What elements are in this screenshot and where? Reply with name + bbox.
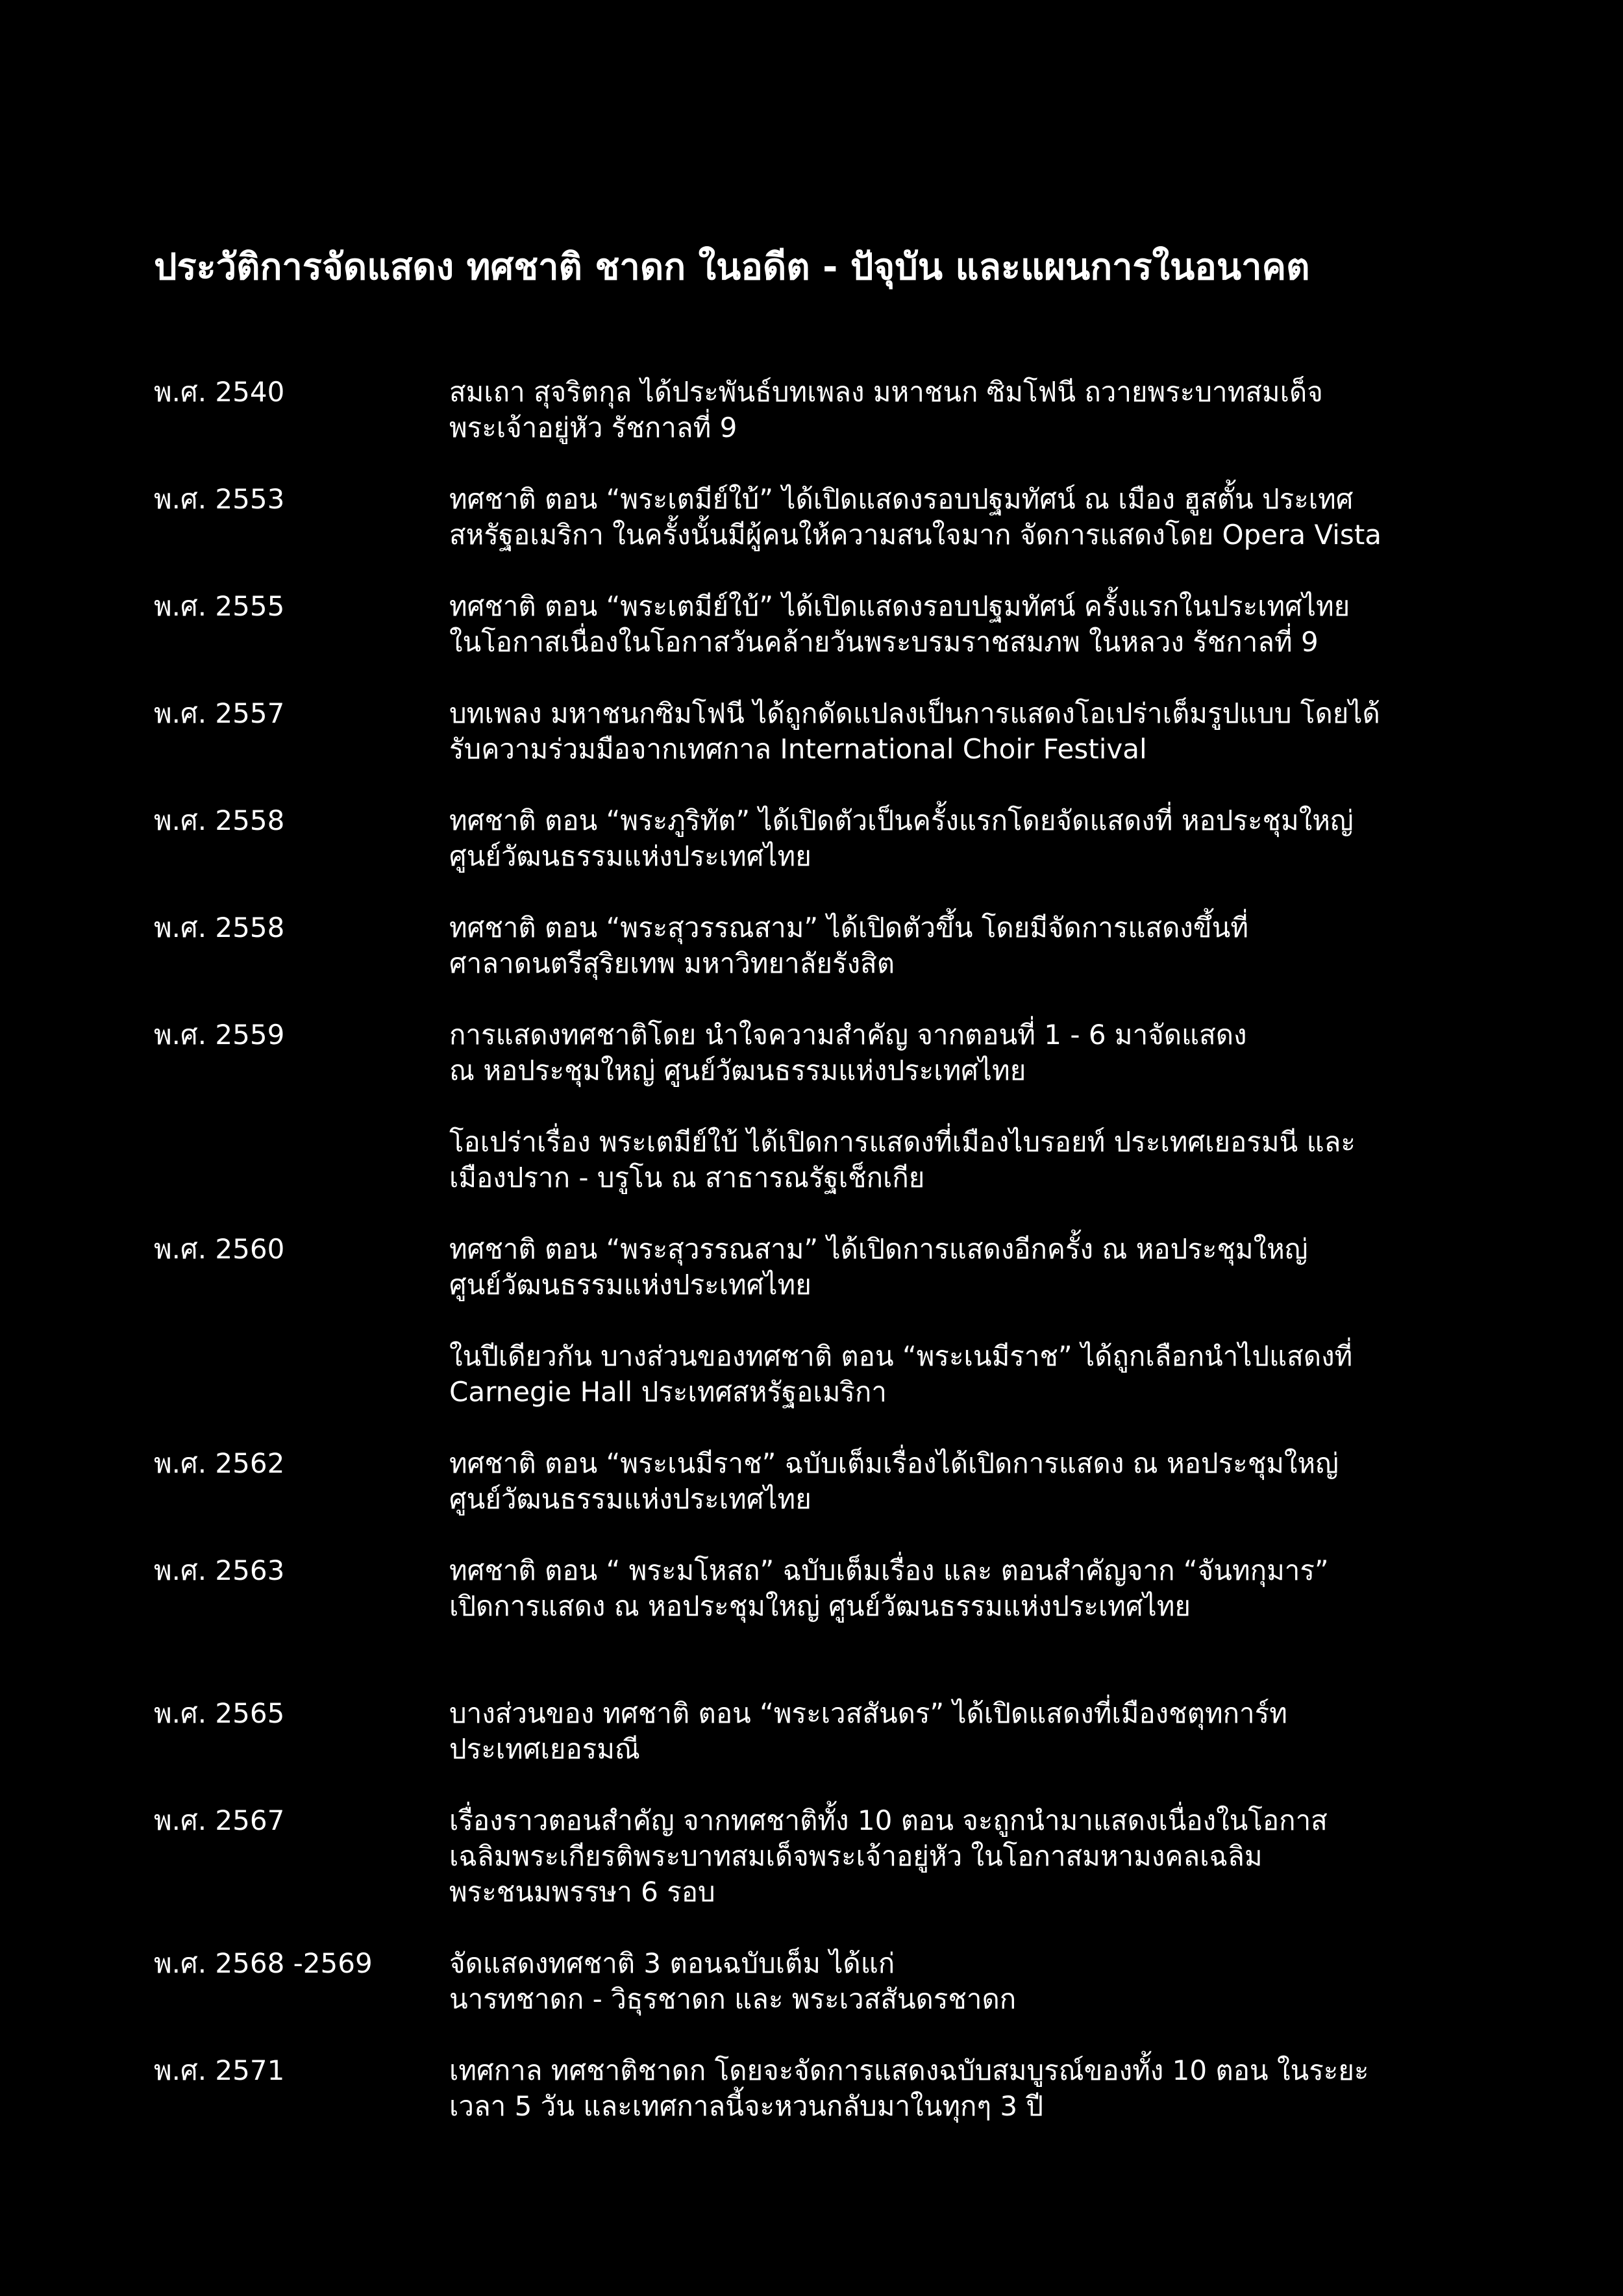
description-line: ในปีเดียวกัน บางส่วนของทศชาติ ตอน “พระเนมีราช” ได้ถูกเลือกนำไปแสดงที่	[449, 1340, 1353, 1372]
description-line: ทศชาติ ตอน “พระสุวรรณสาม” ได้เปิดตัวขึ้น โดยมีจัดการแสดงขึ้นที่	[449, 912, 1249, 943]
entry-description	[449, 1945, 1491, 2017]
description-line: ในโอกาสเนื่องในโอกาสวันคล้ายวันพระบรมราชสมภพ ในหลวง รัชกาลที่ 9	[449, 626, 1319, 658]
description-line: สมเถา สุจริตกุล ได้ประพันธ์บทเพลง มหาชนก ซิมโฟนี ถวายพระบาทสมเด็จ	[449, 376, 1323, 408]
entry-description	[449, 695, 1491, 767]
timeline-entry	[154, 803, 1491, 874]
entry-description	[449, 1695, 1491, 1767]
description-line: จัดแสดงทศชาติ 3 ตอนฉบับเต็ม ได้แก่	[449, 1947, 895, 1979]
description-line: ทศชาติ ตอน “พระภูริทัต” ได้เปิดตัวเป็นครั้งแรกโดยจัดแสดงที่ หอประชุมใหญ่	[449, 805, 1354, 836]
description-line: ทศชาติ ตอน “พระสุวรรณสาม” ได้เปิดการแสดงอีกครั้ง ณ หอประชุมใหญ่	[449, 1233, 1308, 1265]
entry-year	[154, 1124, 449, 1195]
timeline-entry	[154, 1945, 1491, 2017]
entry-description	[449, 1017, 1491, 1088]
description-line: ทศชาติ ตอน “พระเตมีย์ใบ้” ได้เปิดแสดงรอบปฐมทัศน์ ครั้งแรกในประเทศไทย	[449, 590, 1350, 622]
entry-description	[449, 1231, 1491, 1303]
description-line: บางส่วนของ ทศชาติ ตอน “พระเวสสันดร” ได้เปิดแสดงที่เมืองชตุทการ์ท	[449, 1697, 1287, 1729]
timeline-entry	[154, 481, 1491, 553]
description-line: นารทชาดก - วิธุรชาดก และ พระเวสสันดรชาดก	[449, 1983, 1017, 2015]
timeline-entry	[154, 374, 1491, 445]
description-line: พระชนมพรรษา 6 รอบ	[449, 1876, 715, 1908]
entry-description	[449, 481, 1491, 553]
description-line: ศาลาดนตรีสุริยเทพ มหาวิทยาลัยรังสิต	[449, 947, 895, 979]
entry-year: พ.ศ. 2558	[154, 805, 285, 836]
entry-year: พ.ศ. 2567	[154, 1804, 285, 1836]
timeline-entry	[154, 910, 1491, 981]
timeline-entry	[154, 1017, 1491, 1088]
description-line: โอเปร่าเรื่อง พระเตมีย์ใบ้ ได้เปิดการแสดงที่เมืองไบรอยท์ ประเทศเยอรมนี และ	[449, 1126, 1356, 1158]
entry-description	[449, 1445, 1491, 1517]
description-line: Carnegie Hall ประเทศสหรัฐอเมริกา	[449, 1376, 887, 1408]
timeline-entry	[154, 1231, 1491, 1303]
description-line: เทศกาล ทศชาติชาดก โดยจะจัดการแสดงฉบับสมบูรณ์ของทั้ง 10 ตอน ในระยะ	[449, 2054, 1369, 2086]
entry-year: พ.ศ. 2559	[154, 1019, 285, 1051]
description-line: เรื่องราวตอนสำคัญ จากทศชาติทั้ง 10 ตอน จะถูกนำมาแสดงเนื่องในโอกาส	[449, 1804, 1328, 1836]
entry-year: พ.ศ. 2562	[154, 1447, 285, 1479]
entry-description	[449, 1338, 1491, 1410]
description-line: ประเทศเยอรมณี	[449, 1733, 640, 1765]
timeline-entry	[154, 1553, 1491, 1624]
entry-description	[449, 910, 1491, 981]
entry-description	[449, 1553, 1491, 1624]
description-line: ศูนย์วัฒนธรรมแห่งประเทศไทย	[449, 1269, 812, 1301]
description-line: การแสดงทศชาติโดย นำใจความสำคัญ จากตอนที่ 1 - 6 มาจัดแสดง	[449, 1019, 1247, 1051]
entry-year: พ.ศ. 2560	[154, 1233, 285, 1265]
page-title: ประวัติการจัดแสดง ทศชาติ ชาดก ในอดีต - ปัจุบัน และแผนการในอนาคต	[154, 246, 1310, 288]
timeline-entry	[154, 1338, 1491, 1410]
entry-year: พ.ศ. 2568 -2569	[154, 1947, 373, 1979]
entry-year: พ.ศ. 2565	[154, 1697, 285, 1729]
timeline-list	[154, 374, 1491, 2124]
entry-year: พ.ศ. 2558	[154, 912, 285, 943]
description-line: สหรัฐอเมริกา ในครั้งนั้นมีผู้คนให้ความสนใจมาก จัดการแสดงโดย Opera Vista	[449, 519, 1382, 551]
entry-description	[449, 1124, 1491, 1195]
timeline-entry	[154, 1445, 1491, 1517]
description-line: ทศชาติ ตอน “พระเนมีราช” ฉบับเต็มเรื่องได้เปิดการแสดง ณ หอประชุมใหญ่	[449, 1447, 1339, 1479]
description-line: พระเจ้าอยู่หัว รัชกาลที่ 9	[449, 412, 737, 443]
timeline-entry	[154, 588, 1491, 660]
description-line: บทเพลง มหาชนกซิมโฟนี ได้ถูกดัดแปลงเป็นการแสดงโอเปร่าเต็มรูปแบบ โดยได้	[449, 697, 1380, 729]
description-line: ทศชาติ ตอน “ พระมโหสถ” ฉบับเต็มเรื่อง และ ตอนสำคัญจาก “จันทกุมาร”	[449, 1554, 1329, 1586]
description-line: ศูนย์วัฒนธรรมแห่งประเทศไทย	[449, 1483, 812, 1515]
entry-description	[449, 2053, 1491, 2124]
entry-year: พ.ศ. 2571	[154, 2054, 285, 2086]
description-line: รับความร่วมมือจากเทศกาล International Choir Festival	[449, 733, 1147, 765]
timeline-entry	[154, 2053, 1491, 2124]
entry-description	[449, 1803, 1491, 1910]
description-line: ศูนย์วัฒนธรรมแห่งประเทศไทย	[449, 840, 812, 872]
description-line: เวลา 5 วัน และเทศกาลนี้จะหวนกลับมาในทุกๆ 3 ปี	[449, 2090, 1044, 2122]
timeline-entry	[154, 1695, 1491, 1767]
description-line: เมืองปราก - บรูโน ณ สาธารณรัฐเช็กเกีย	[449, 1162, 925, 1193]
timeline-entry	[154, 1124, 1491, 1195]
description-line: เปิดการแสดง ณ หอประชุมใหญ่ ศูนย์วัฒนธรรมแห่งประเทศไทย	[449, 1590, 1191, 1622]
entry-description	[449, 374, 1491, 445]
description-line: ทศชาติ ตอน “พระเตมีย์ใบ้” ได้เปิดแสดงรอบปฐมทัศน์ ณ เมือง ฮูสตั้น ประเทศ	[449, 483, 1354, 515]
entry-description	[449, 803, 1491, 874]
entry-description	[449, 588, 1491, 660]
entry-year: พ.ศ. 2553	[154, 483, 285, 515]
timeline-entry	[154, 695, 1491, 767]
entry-year: พ.ศ. 2540	[154, 376, 285, 408]
entry-year: พ.ศ. 2555	[154, 590, 285, 622]
description-line: เฉลิมพระเกียรติพระบาทสมเด็จพระเจ้าอยู่หัว ในโอกาสมหามงคลเฉลิม	[449, 1840, 1263, 1872]
entry-year	[154, 1338, 449, 1410]
entry-year: พ.ศ. 2563	[154, 1554, 285, 1586]
entry-year: พ.ศ. 2557	[154, 697, 285, 729]
timeline-entry	[154, 1803, 1491, 1910]
description-line: ณ หอประชุมใหญ่ ศูนย์วัฒนธรรมแห่งประเทศไทย	[449, 1054, 1026, 1086]
